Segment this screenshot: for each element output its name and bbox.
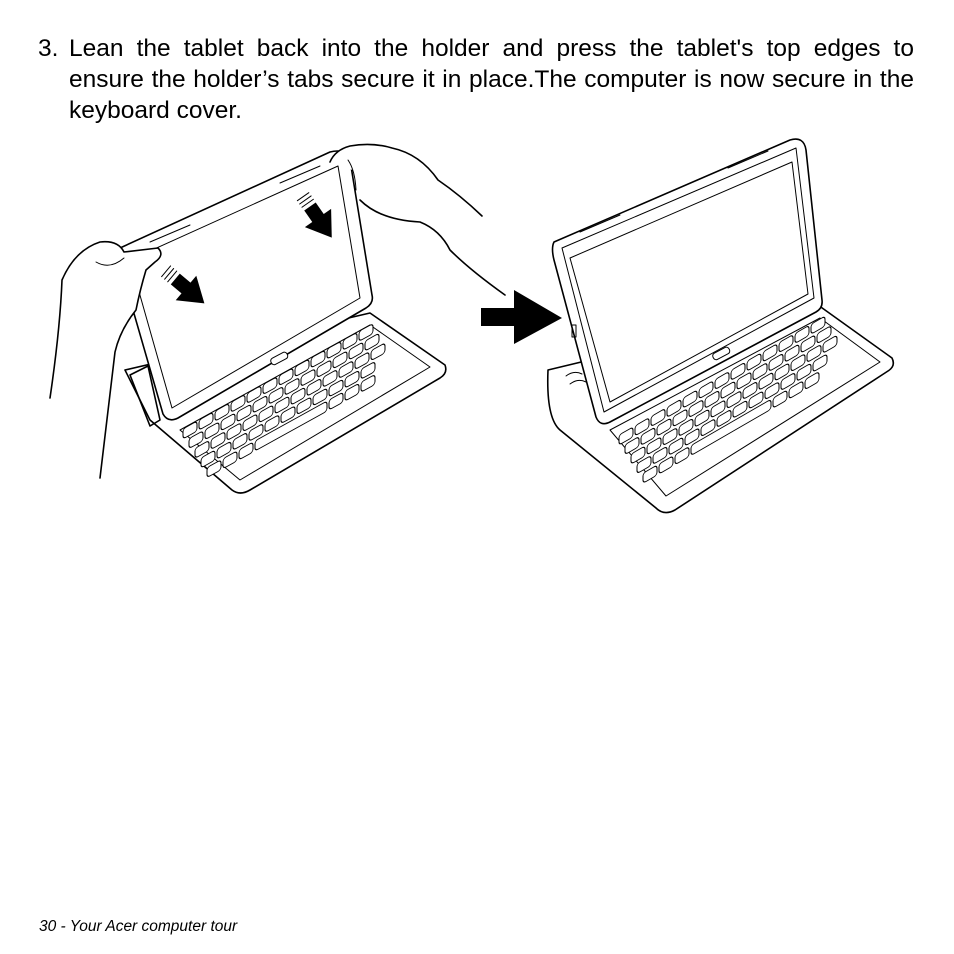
direction-right-arrow-icon <box>481 290 562 344</box>
instruction-step <box>38 33 914 126</box>
illustration <box>0 130 954 530</box>
page-footer: 30 - Your Acer computer tour <box>39 918 238 935</box>
left-hand <box>50 242 161 478</box>
step-number: 3. <box>38 35 59 62</box>
left-panel-illustration <box>50 144 505 493</box>
step-text: Lean the tablet back into the holder and press the tablet's top edges to ensure the holder’s tabs secure it in place.The computer is now secure in the keyboard cover. <box>69 35 914 124</box>
right-panel-illustration <box>548 139 894 512</box>
